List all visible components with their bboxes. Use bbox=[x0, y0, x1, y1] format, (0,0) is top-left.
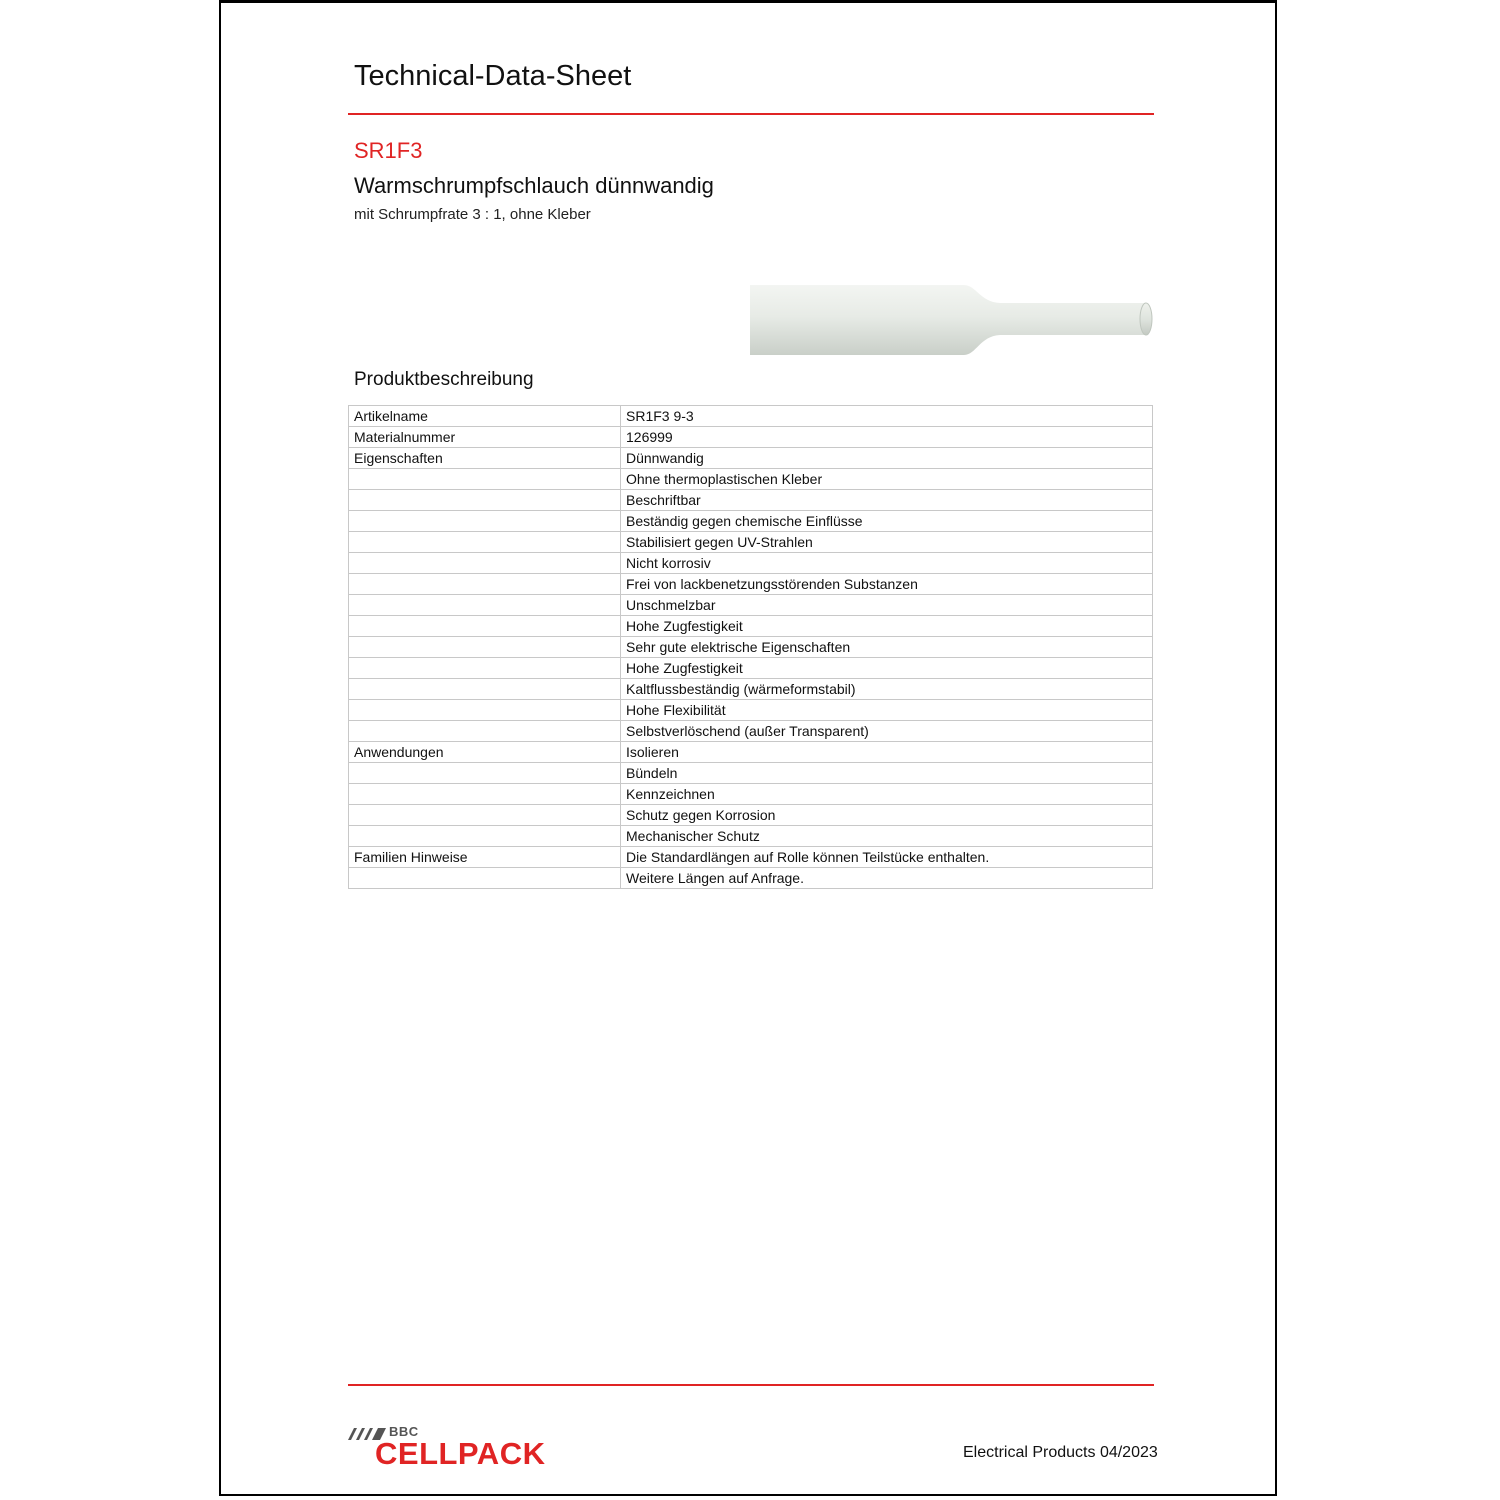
row-label: Materialnummer bbox=[349, 427, 621, 448]
table-row bbox=[349, 847, 1153, 868]
table-row bbox=[349, 805, 1153, 826]
row-label bbox=[349, 616, 621, 637]
row-label bbox=[349, 574, 621, 595]
row-label bbox=[349, 763, 621, 784]
row-label bbox=[349, 658, 621, 679]
row-value: Unschmelzbar bbox=[621, 595, 1153, 616]
row-value: Beständig gegen chemische Einflüsse bbox=[621, 511, 1153, 532]
row-label bbox=[349, 679, 621, 700]
product-description-table bbox=[348, 405, 1153, 889]
table-row bbox=[349, 763, 1153, 784]
table-row bbox=[349, 679, 1153, 700]
row-label bbox=[349, 553, 621, 574]
heat-shrink-tube-image bbox=[750, 284, 1154, 356]
row-label bbox=[349, 490, 621, 511]
table-row bbox=[349, 511, 1153, 532]
row-label bbox=[349, 532, 621, 553]
row-label: Anwendungen bbox=[349, 742, 621, 763]
row-value: Hohe Flexibilität bbox=[621, 700, 1153, 721]
document-title: Technical-Data-Sheet bbox=[354, 60, 632, 92]
section-title: Produktbeschreibung bbox=[354, 369, 534, 390]
header-divider bbox=[348, 113, 1154, 115]
table-row bbox=[349, 574, 1153, 595]
product-name: Warmschrumpfschlauch dünnwandig bbox=[354, 173, 714, 198]
row-value: Dünnwandig bbox=[621, 448, 1153, 469]
row-label bbox=[349, 511, 621, 532]
footer-edition: Electrical Products 04/2023 bbox=[963, 1444, 1158, 1461]
table-row bbox=[349, 658, 1153, 679]
table-row bbox=[349, 553, 1153, 574]
row-value: Nicht korrosiv bbox=[621, 553, 1153, 574]
row-label bbox=[349, 805, 621, 826]
row-value: Weitere Längen auf Anfrage. bbox=[621, 868, 1153, 889]
table-row bbox=[349, 742, 1153, 763]
row-label bbox=[349, 469, 621, 490]
table-row bbox=[349, 784, 1153, 805]
footer-divider bbox=[348, 1384, 1154, 1386]
table-row bbox=[349, 700, 1153, 721]
row-value: Sehr gute elektrische Eigenschaften bbox=[621, 637, 1153, 658]
row-label: Eigenschaften bbox=[349, 448, 621, 469]
logo-brand: BBC bbox=[389, 1424, 419, 1439]
row-label bbox=[349, 595, 621, 616]
cellpack-logo bbox=[348, 1424, 558, 1472]
table-row bbox=[349, 448, 1153, 469]
row-value: Mechanischer Schutz bbox=[621, 826, 1153, 847]
row-value: Stabilisiert gegen UV-Strahlen bbox=[621, 532, 1153, 553]
row-label bbox=[349, 637, 621, 658]
row-value: Schutz gegen Korrosion bbox=[621, 805, 1153, 826]
table-row bbox=[349, 721, 1153, 742]
table-row bbox=[349, 532, 1153, 553]
row-value: Die Standardlängen auf Rolle können Teilstücke enthalten. bbox=[621, 847, 1153, 868]
product-code: SR1F3 bbox=[354, 138, 423, 163]
row-value: Frei von lackbenetzungsstörenden Substanzen bbox=[621, 574, 1153, 595]
table-row bbox=[349, 427, 1153, 448]
table-row bbox=[349, 406, 1153, 427]
row-value: Hohe Zugfestigkeit bbox=[621, 616, 1153, 637]
table-row bbox=[349, 868, 1153, 889]
logo-name: CELLPACK bbox=[375, 1436, 546, 1471]
row-label bbox=[349, 700, 621, 721]
row-value: Hohe Zugfestigkeit bbox=[621, 658, 1153, 679]
table-row bbox=[349, 469, 1153, 490]
product-subtitle: mit Schrumpfrate 3 : 1, ohne Kleber bbox=[354, 206, 591, 223]
row-label bbox=[349, 721, 621, 742]
table-row bbox=[349, 595, 1153, 616]
table-row bbox=[349, 637, 1153, 658]
row-value: Ohne thermoplastischen Kleber bbox=[621, 469, 1153, 490]
table-row bbox=[349, 826, 1153, 847]
row-label bbox=[349, 784, 621, 805]
row-value: Selbstverlöschend (außer Transparent) bbox=[621, 721, 1153, 742]
row-value: Bündeln bbox=[621, 763, 1153, 784]
row-value: SR1F3 9-3 bbox=[621, 406, 1153, 427]
row-label: Familien Hinweise bbox=[349, 847, 621, 868]
table-row bbox=[349, 616, 1153, 637]
row-value: Isolieren bbox=[621, 742, 1153, 763]
row-value: Kaltflussbeständig (wärmeformstabil) bbox=[621, 679, 1153, 700]
row-label bbox=[349, 826, 621, 847]
row-value: 126999 bbox=[621, 427, 1153, 448]
row-value: Beschriftbar bbox=[621, 490, 1153, 511]
row-value: Kennzeichnen bbox=[621, 784, 1153, 805]
row-label: Artikelname bbox=[349, 406, 621, 427]
row-label bbox=[349, 868, 621, 889]
table-row bbox=[349, 490, 1153, 511]
